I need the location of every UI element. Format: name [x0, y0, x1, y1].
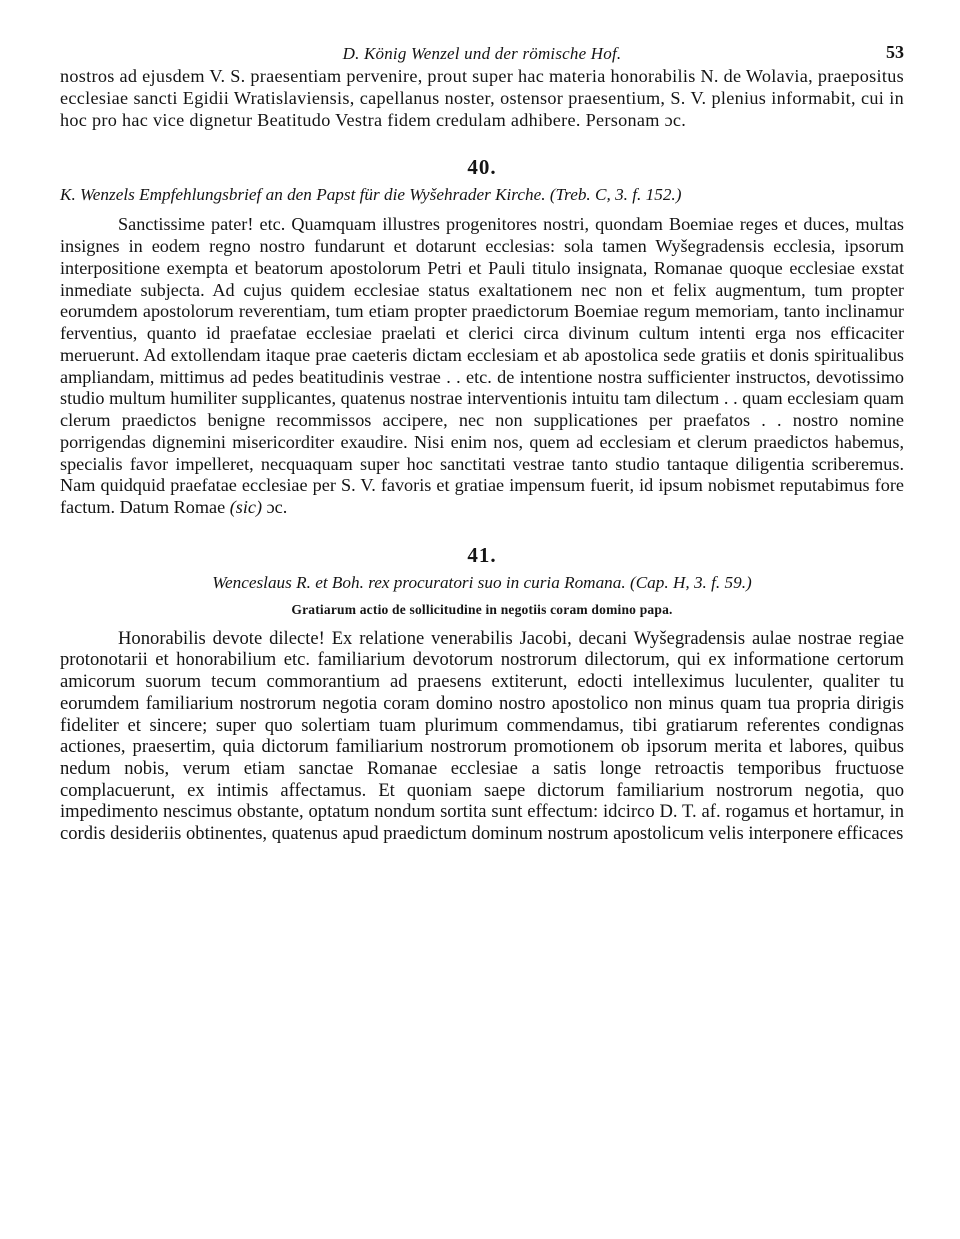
sic-mark: (sic)	[229, 497, 263, 517]
document-number-40: 40.	[467, 155, 497, 180]
book-page	[60, 40, 904, 845]
document-heading-40	[60, 184, 904, 206]
document-source-40: (Treb. C, 3. f. 152.)	[549, 185, 682, 205]
document-body-40	[60, 214, 904, 519]
continuation-paragraph: nostros ad ejusdem V. S. praesentiam pervenire, prout super hac materia honorabilis N. de Wolavia, praepositus ecclesiae sancti Egidii Wratislaviensis, capellanus noster, ostensor praesentium, S. V. plenius informabit, cui in hoc pro hac vice dignetur Beatitudo Vestra fidem credulam adhibere. Personam ɔc.	[60, 66, 904, 130]
document-subtitle-41: Gratiarum actio de sollicitudine in negotiis coram domino papa.	[291, 601, 673, 617]
document-body-41: Honorabilis devote dilecte! Ex relatione venerabilis Jacobi, decani Wyšegradensis aulae nostrae regiae protonotarii et honorabilium etc. familiarium devotorum nostrorum dilectorum, qui ex informatione certorum amicorum suorum tecum commorantium ad praesens extiterunt, edocti intelleximus luculenter, qualiter tu eorumdem familiarium nostrorum negotia coram domino nostro apostolico non minus quam tua propria dirigis fideliter et sincere; super quo solertiam tuam plurimum commendamus, tibi gratiarum referentes condignas actiones, praesertim, quia dictorum familiarium nostrorum promotionem ob ipsorum merita et labores, quibus nedum nobis, verum etiam sanctae Romanae ecclesiae a satis longe retroactis temporibus fructuose complacuerunt, ex intimis affectamus. Et quoniam saepe dictorum familiarium nostrorum negotia, quo impedimento nescimus obstante, optatum nondum sortita sunt effectum: idcirco D. T. af. rogamus et hortamur, in cordis desideriis obtinentes, quatenus apud praedictum dominum nostrum apostolicum velis interponere efficaces	[60, 627, 904, 845]
document-title-40: K. Wenzels Empfehlungsbrief an den Papst für die Wyšehrader Kirche.	[60, 185, 546, 205]
page-number: 53	[886, 42, 904, 62]
document-text-40: Sanctissime pater! etc. Quamquam illustres progenitores nostri, quondam Boemiae reges et duces, multas insignes in eodem regno nostro fundarunt et dotarunt ecclesias: sola tamen Wyšegradensis ecclesia, ipsorum interpositione exempta et beatorum apostolorum Petri et Pauli titulo insignata, Romanae quoque ecclesiae exstat inmediate subjecta. Ad cujus quidem ecclesiae status exaltationem nec non et felix augmentum, tum propter eorumdem apostolorum reverentiam, tum etiam propter praedictorum Boemiae regum memoriam, tanto inclinamur ferventius, quanto id praefatae ecclesiae praelati et clerici circa divinum cultum intenti erga nos efficaciter meruerunt. Ad extollendam itaque prae caeteris dictam ecclesiam et ab apostolica sede gratiis et donis spiritualibus ampliandam, mittimus ad pedes beatitudinis vestrae . . etc. de intentione nostra sufficienter instructos, devotissimo studio multum humiliter supplicantes, quatenus nostrae interventionis intuitu tam dilectum . . quam ecclesiam quam clerum praedictos benigne recommissos accipere, nec non supplicationes per praefatos . . nostro nomine porrigendas dignemini misericorditer exaudire. Nisi enim nos, quem ad ecclesiam et clerum praedictos habemus, specialis favor impelleret, necquaquam super hoc sanctitati vestrae tanto studio tantaque diligentia scriberemus. Nam quidquid praefatae ecclesiae per S. V. favoris et gratiae impensum fuerit, id ipsum nobismet reputabimus fore factum. Datum Romae	[60, 214, 904, 517]
document-text-40-end: ɔc.	[266, 497, 288, 517]
document-heading-41	[60, 572, 904, 594]
running-head	[60, 40, 904, 66]
document-title-41: Wenceslaus R. et Boh. rex procuratori suo in curia Romana.	[212, 572, 626, 592]
document-number-41: 41.	[467, 542, 497, 567]
running-title: D. König Wenzel und der römische Hof.	[342, 44, 622, 63]
document-source-41: (Cap. H, 3. f. 59.)	[629, 572, 752, 592]
